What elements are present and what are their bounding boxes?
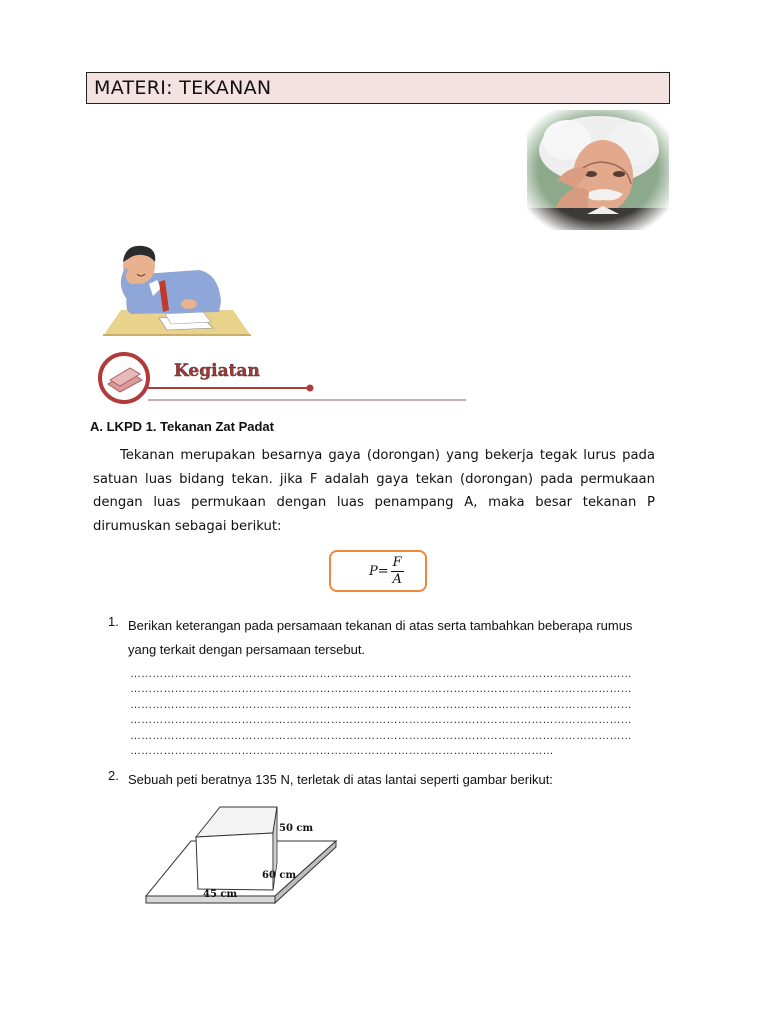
answer-line: ……………………………………………………………………………………………………………………… bbox=[130, 683, 632, 695]
formula-lhs: P bbox=[369, 564, 378, 579]
answer-line: ……………………………………………………………………………………………………………………… bbox=[130, 699, 632, 711]
answer-line: ……………………………………………………………………………………………………………………… bbox=[130, 730, 632, 742]
answer-line: ……………………………………………………………………………………………………………………… bbox=[130, 668, 632, 680]
formula-denominator: A bbox=[392, 572, 402, 587]
pressure-formula bbox=[369, 555, 404, 588]
kegiatan-banner bbox=[96, 350, 470, 406]
answer-line: ……………………………………………………………………………………………………………………… bbox=[130, 714, 632, 726]
thinker-illustration bbox=[103, 240, 251, 336]
section-heading: A. LKPD 1. Tekanan Zat Padat bbox=[90, 419, 274, 434]
box-width-label: 45 cm bbox=[203, 889, 238, 900]
question-number: 2. bbox=[108, 768, 119, 783]
formula-equals: = bbox=[377, 564, 389, 579]
box-height-label: 50 cm bbox=[279, 823, 314, 834]
einstein-portrait-image bbox=[527, 110, 669, 230]
question-text: Berikan keterangan pada persamaan tekanan di atas serta tambahkan beberapa rumus yang terkait dengan persamaan tersebut. bbox=[128, 618, 633, 657]
formula-numerator: F bbox=[392, 555, 402, 570]
formula-fraction bbox=[391, 555, 404, 588]
kegiatan-label: Kegiatan bbox=[174, 361, 260, 381]
formula-box bbox=[329, 550, 427, 592]
box-on-floor-figure bbox=[143, 803, 338, 909]
question-number: 1. bbox=[108, 614, 119, 629]
page-title: MATERI: TEKANAN bbox=[86, 72, 670, 104]
box-depth-label: 60 cm bbox=[262, 870, 297, 881]
intro-paragraph: Tekanan merupakan besarnya gaya (dorongan) yang bekerja tegak lurus pada satuan luas bidang tekan. jika F adalah gaya tekan (dorongan) pada permukaan dengan luas permukaan dengan luas penampang A, maka besar tekanan P dirumuskan sebagai berikut: bbox=[93, 448, 655, 534]
answer-line: …………………………………………………………………………………………………… bbox=[130, 745, 554, 757]
question-text: Sebuah peti beratnya 135 N, terletak di atas lantai seperti gambar berikut: bbox=[128, 772, 553, 787]
